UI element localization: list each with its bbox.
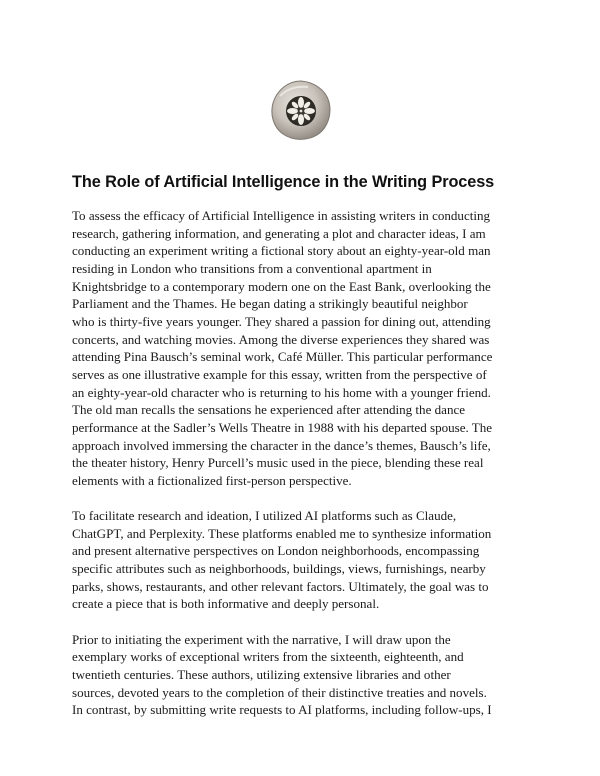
text-line: To assess the efficacy of Artificial Intelligence in assisting writers in conducting	[72, 208, 491, 223]
text-line: serves as one illustrative example for this essay, written from the perspective of	[72, 366, 487, 382]
text-line: In contrast, by submitting write requests to AI platforms, including follow-ups, I	[72, 702, 492, 718]
text-line: To facilitate research and ideation, I utilized AI platforms such as Claude,	[72, 508, 457, 524]
text-line: Knightsbridge to a contemporary modern one on the East Bank, overlooking the	[72, 278, 491, 294]
text-line: residing in London who transitions from a conventional apartment in	[72, 260, 432, 276]
text-line: approach involved immersing the character in the dance’s themes, Bausch’s life,	[72, 437, 491, 453]
text-line: Prior to initiating the experiment with the narrative, I will draw upon the	[72, 631, 451, 647]
paragraph	[72, 631, 542, 719]
ornamental-rosette-seal-icon	[268, 78, 334, 144]
paragraph	[72, 507, 542, 613]
text-line: performance at the Sadler’s Wells Theatre in 1988 with his departed spouse. The	[72, 419, 493, 435]
text-line: ChatGPT, and Perplexity. These platforms enabled me to synthesize information	[72, 525, 492, 541]
text-line: exemplary works of exceptional writers from the sixteenth, eighteenth, and	[72, 649, 464, 665]
text-line: parks, shows, restaurants, and other relevant factors. Ultimately, the goal was to	[72, 578, 489, 594]
text-line: concerts, and watching movies. Among the diverse experiences they shared was	[72, 331, 490, 347]
text-line: sources, devoted years to the completion of their distinctive treaties and novels.	[72, 684, 487, 700]
document-title: The Role of Artificial Intelligence in the Writing Process	[72, 173, 495, 191]
text-line: the theater history, Henry Purcell’s music used in the piece, blending these real	[72, 455, 484, 471]
text-line: Parliament and the Thames. He began dating a strikingly beautiful neighbor	[72, 296, 468, 312]
document-body	[72, 207, 542, 737]
text-line: specific attributes such as neighborhoods, buildings, views, furnishings, nearby	[72, 561, 486, 577]
text-line: create a piece that is both informative and deeply personal.	[72, 596, 380, 612]
text-line: an eighty-year-old character who is returning to his home with a younger friend.	[72, 384, 491, 400]
text-line: attending Pina Bausch’s seminal work, Café Müller. This particular performance	[72, 349, 493, 365]
text-line: elements with a fictionalized first-person perspective.	[72, 472, 352, 488]
text-line: The old man recalls the sensations he experienced after attending the dance	[72, 402, 466, 418]
paragraph	[72, 207, 542, 490]
text-line: twentieth centuries. These authors, utilizing extensive libraries and other	[72, 667, 451, 683]
text-line: research, gathering information, and generating a plot and character ideas, I am	[72, 225, 486, 241]
text-line: conducting an experiment writing a fictional story about an eighty-year-old man	[72, 243, 491, 259]
text-line: and present alternative perspectives on London neighborhoods, encompassing	[72, 543, 480, 559]
text-line: who is thirty-five years younger. They shared a passion for dining out, attending	[72, 313, 491, 329]
